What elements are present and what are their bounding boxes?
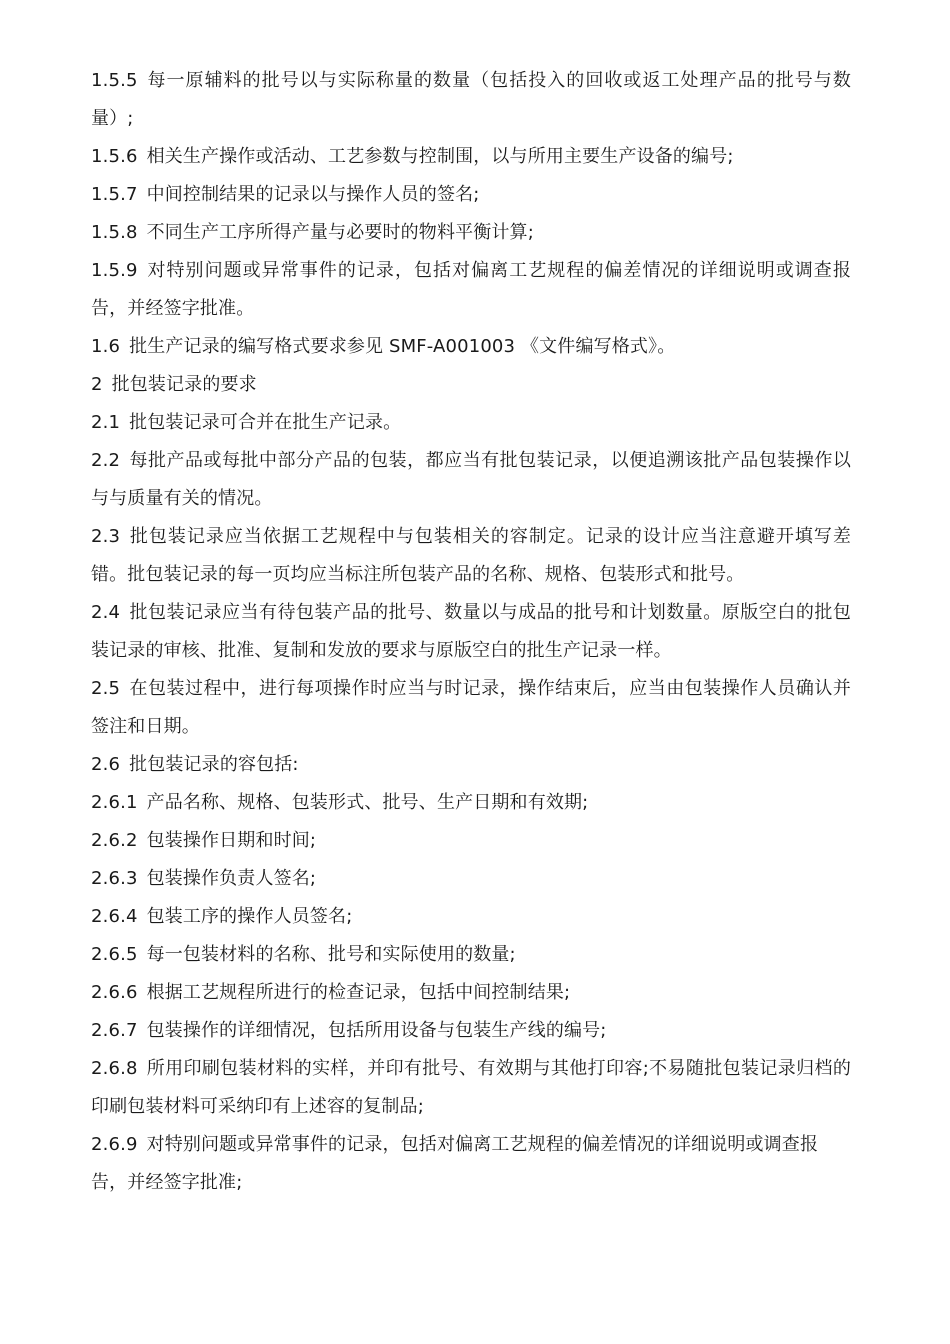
paragraph-2-4: [91, 594, 851, 670]
clause-text: 中间控制结果的记录以与操作人员的签名;: [146, 184, 480, 205]
clause-number: 2.6.3: [91, 868, 138, 889]
paragraph-2-6-9-continued: [91, 1164, 851, 1202]
clause-text: 批生产记录的编写格式要求参见 SMF-A001003 《文件编写格式》。: [129, 336, 676, 357]
clause-number: 2.6: [91, 754, 121, 775]
clause-text: 包装操作日期和时间;: [146, 830, 317, 851]
clause-text: 每一原辅料的批号以与实际称量的数量（包括投入的回收或返工处理产品的批号与数量）;: [91, 70, 851, 129]
paragraph-1-5-8: [91, 214, 851, 252]
clause-text: 相关生产操作或活动、工艺参数与控制围，以与所用主要生产设备的编号;: [146, 146, 734, 167]
clause-number: 1.5.9: [91, 260, 138, 281]
clause-text: 不同生产工序所得产量与必要时的物料平衡计算;: [146, 222, 534, 243]
clause-number: 2.5: [91, 678, 121, 699]
paragraph-2-5: [91, 670, 851, 746]
paragraph-2-3: [91, 518, 851, 594]
paragraph-2-6-5: [91, 936, 851, 974]
clause-text: 包装操作的详细情况，包括所用设备与包装生产线的编号;: [146, 1020, 607, 1041]
clause-text: 在包装过程中，进行每项操作时应当与时记录，操作结束后，应当由包装操作人员确认并签注和日期。: [91, 678, 851, 737]
section-heading-2: [91, 366, 851, 404]
paragraph-2-6-3: [91, 860, 851, 898]
clause-text: 批包装记录的要求: [111, 374, 257, 395]
clause-text: 包装操作负责人签名;: [146, 868, 317, 889]
clause-text: 批包装记录应当依据工艺规程中与包装相关的容制定。记录的设计应当注意避开填写差错。批包装记录的每一页均应当标注所包装产品的名称、规格、包装形式和批号。: [91, 526, 851, 585]
paragraph-1-5-6: [91, 138, 851, 176]
clause-number: 2.6.6: [91, 982, 138, 1003]
clause-number: 2.6.2: [91, 830, 138, 851]
paragraph-2-2: [91, 442, 851, 518]
clause-text: 对特别问题或异常事件的记录，包括对偏离工艺规程的偏差情况的详细说明或调查报: [146, 1134, 819, 1155]
document-body: [91, 62, 851, 1202]
clause-text: 告，并经签字批准;: [91, 1172, 243, 1193]
clause-text: 批包装记录应当有待包装产品的批号、数量以与成品的批号和计划数量。原版空白的批包装记录的审核、批准、复制和发放的要求与原版空白的批生产记录一样。: [91, 602, 851, 661]
clause-text: 产品名称、规格、包装形式、批号、生产日期和有效期;: [146, 792, 589, 813]
clause-number: 2.6.8: [91, 1058, 138, 1079]
clause-number: 2.4: [91, 602, 121, 623]
paragraph-2-6-1: [91, 784, 851, 822]
clause-number: 2.1: [91, 412, 121, 433]
paragraph-2-1: [91, 404, 851, 442]
clause-number: 2.6.7: [91, 1020, 138, 1041]
clause-text: 批包装记录可合并在批生产记录。: [129, 412, 402, 433]
clause-text: 对特别问题或异常事件的记录，包括对偏离工艺规程的偏差情况的详细说明或调查报告，并经签字批准。: [91, 260, 851, 319]
paragraph-2-6-6: [91, 974, 851, 1012]
paragraph-1-5-5: [91, 62, 851, 138]
clause-text: 每批产品或每批中部分产品的包装，都应当有批包装记录，以便追溯该批产品包装操作以与与质量有关的情况。: [91, 450, 851, 509]
paragraph-1-6: [91, 328, 851, 366]
clause-number: 1.5.5: [91, 70, 138, 91]
clause-number: 2.6.1: [91, 792, 138, 813]
clause-number: 1.5.6: [91, 146, 138, 167]
paragraph-2-6: [91, 746, 851, 784]
clause-text: 批包装记录的容包括:: [129, 754, 299, 775]
paragraph-2-6-8: [91, 1050, 851, 1126]
clause-number: 1.5.8: [91, 222, 138, 243]
paragraph-2-6-7: [91, 1012, 851, 1050]
clause-number: 2: [91, 374, 103, 395]
paragraph-2-6-9: [91, 1126, 851, 1164]
clause-text: 根据工艺规程所进行的检查记录，包括中间控制结果;: [146, 982, 571, 1003]
clause-text: 包装工序的操作人员签名;: [146, 906, 353, 927]
clause-number: 1.6: [91, 336, 121, 357]
clause-number: 2.6.4: [91, 906, 138, 927]
clause-number: 1.5.7: [91, 184, 138, 205]
clause-number: 2.2: [91, 450, 121, 471]
paragraph-2-6-4: [91, 898, 851, 936]
clause-number: 2.3: [91, 526, 121, 547]
paragraph-2-6-2: [91, 822, 851, 860]
paragraph-1-5-9: [91, 252, 851, 328]
clause-text: 每一包装材料的名称、批号和实际使用的数量;: [146, 944, 516, 965]
clause-number: 2.6.5: [91, 944, 138, 965]
clause-number: 2.6.9: [91, 1134, 138, 1155]
paragraph-1-5-7: [91, 176, 851, 214]
clause-text: 所用印刷包装材料的实样，并印有批号、有效期与其他打印容;不易随批包装记录归档的印刷包装材料可采纳印有上述容的复制品;: [91, 1058, 851, 1117]
